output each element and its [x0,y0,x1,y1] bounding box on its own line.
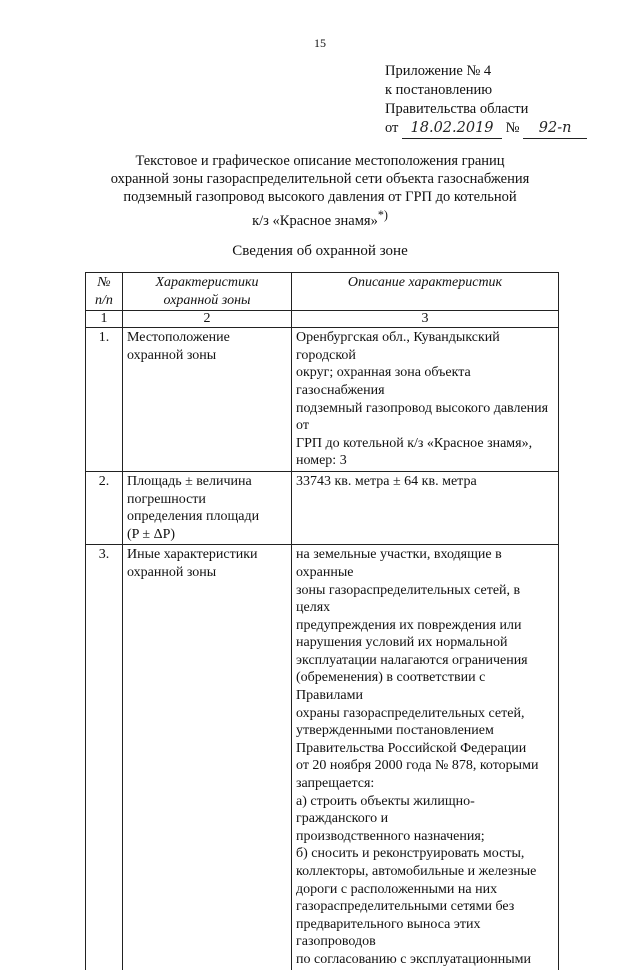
row-characteristic: Местоположение охранной зоны [123,328,292,472]
document-title [95,152,545,230]
column-number: 3 [292,311,559,328]
table-header-row [86,273,559,311]
appendix-title: Приложение № 4 [385,63,492,79]
row-number: 2. [86,471,123,544]
table-row [86,545,559,970]
from-label: от [385,120,399,136]
appendix-line-2: к постановлению [385,82,493,98]
row-description: 33743 кв. метра ± 64 кв. метра [292,471,559,544]
table-row [86,328,559,472]
section-subtitle: Сведения об охранной зоне [232,243,408,259]
handwritten-date: 18.02.2019 [402,119,502,139]
zone-info-table [85,272,559,970]
header-num: № п/п [86,273,123,311]
row-description: Оренбургская обл., Кувандыкский городской округ; охранная зона объекта газоснабжения подземный газопровод высокого давления от ГРП до котельной к/з «Красное знамя», номер: 3 [292,328,559,472]
appendix-block [385,62,587,139]
row-number: 3. [86,545,123,970]
row-number: 1. [86,328,123,472]
title-footnote: *) [377,208,388,222]
appendix-date-line [385,119,587,139]
row-characteristic: Иные характеристики охранной зоны [123,545,292,970]
number-label: № [505,120,520,136]
column-number: 2 [123,311,292,328]
appendix-line-3: Правительства области [385,101,529,117]
header-description: Описание характеристик [292,273,559,311]
column-number-row [86,311,559,328]
row-description: на земельные участки, входящие в охранные зоны газораспределительных сетей, в целях предупреждения их повреждения или нарушения условий их нормальной эксплуатации налагаются ограничения (обременения) в соответствии с Правилами охраны газораспределительных сетей, утвержденными постановлением Правительства Российской Федерации от 20 ноября 2000 года № 878, которыми запрещается: а) строить объекты жилищно-гражданского и производственного назначения; б) сносить и реконструировать мосты, коллекторы, автомобильные и железные дороги с расположенными на них газораспределительными сетями без предварительного выноса этих газопроводов по согласованию с эксплуатационными [292,545,559,970]
header-characteristics: Характеристики охранной зоны [123,273,292,311]
column-number: 1 [86,311,123,328]
row-characteristic: Площадь ± величина погрешности определения площади (P ± ΔP) [123,471,292,544]
table-row [86,471,559,544]
page-number: 15 [314,36,326,50]
title-text: Текстовое и графическое описание местоположения границ охранной зоны газораспределительной сети объекта газоснабжения подземный газопровод высокого давления от ГРП до котельной к/з «Красное знамя» [110,153,530,229]
handwritten-number: 92-п [523,119,587,139]
